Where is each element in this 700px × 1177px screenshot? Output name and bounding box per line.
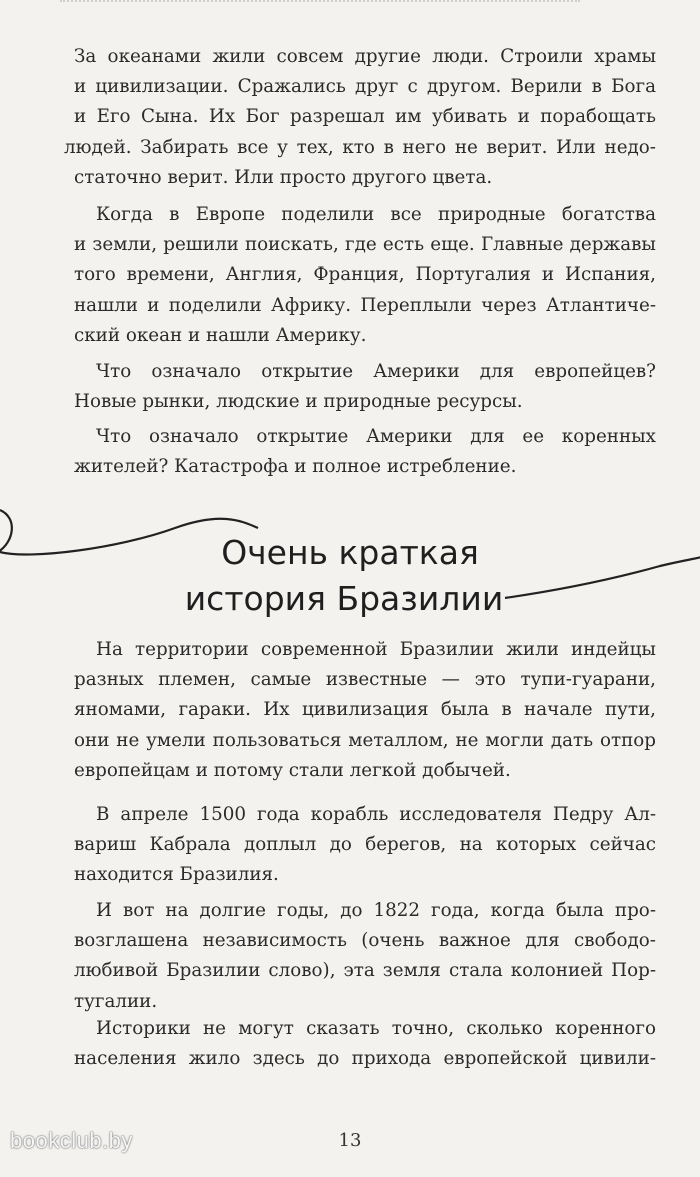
section-title-line-1: Очень краткая: [221, 533, 479, 572]
text-line: яномами, гараки. Их цивилизация была в начале пути,: [74, 699, 656, 721]
text-line: европейцам и потому стали легкой добычей.: [74, 759, 511, 781]
text-line: вариш Кабрала доплыл до берегов, на которых сейчас: [74, 834, 656, 856]
paragraph-4: [74, 422, 656, 482]
paragraph-3: [74, 357, 656, 417]
text-line: ский океан и нашли Америку.: [74, 324, 367, 346]
text-line: жителей? Катастрофа и полное истребление.: [74, 456, 517, 478]
text-line: В апреле 1500 года корабль исследователя Педру Ал-: [96, 804, 656, 825]
text-line: людей. Забирать все у тех, кто в него не верит. Или недо-: [64, 136, 656, 158]
paragraph-1: [64, 42, 656, 193]
text-line: нашли и поделили Африку. Переплыли через Атлантиче-: [74, 294, 656, 316]
text-line: И вот на долгие годы, до 1822 года, когда была про-: [96, 900, 656, 921]
cut-off-top-line: [60, 0, 580, 8]
text-line: и Его Сына. Их Бог разрешал им убивать и порабощать: [74, 106, 656, 128]
paragraph-7: [74, 896, 656, 1017]
watermark-logo: bookclub.by: [10, 1128, 133, 1153]
text-line: возглашена независимость (очень важное для свободо-: [74, 930, 656, 952]
text-line: они не умели пользоваться металлом, не могли дать отпор: [74, 729, 656, 751]
paragraph-2: [74, 200, 656, 351]
text-line: Когда в Европе поделили все природные богатства: [96, 204, 656, 225]
page-number: 13: [338, 1130, 362, 1151]
text-line: Что означало открытие Америки для ее коренных: [96, 426, 656, 447]
text-line: статочно верит. Или просто другого цвета.: [74, 166, 493, 188]
text-line: находится Бразилия.: [74, 864, 279, 886]
text-line: На территории современной Бразилии жили индейцы: [96, 639, 656, 660]
text-line: любивой Бразилии слово), эта земля стала колонией Пор-: [74, 960, 656, 982]
text-line: Что означало открытие Америки для европейцев?: [96, 361, 656, 382]
section-title-line-2: история Бразилии: [184, 579, 504, 618]
paragraph-8: [74, 1014, 656, 1074]
text-line: тугалии.: [74, 990, 158, 1012]
text-line: разных племен, самые известные — это тупи-гуарани,: [74, 669, 656, 691]
text-line: того времени, Англия, Франция, Португалия и Испания,: [74, 264, 656, 286]
text-line: Новые рынки, людские и природные ресурсы.: [74, 391, 523, 413]
text-line: Историки не могут сказать точно, сколько коренного: [96, 1018, 656, 1039]
paragraph-5: [74, 635, 656, 786]
text-line: населения жило здесь до прихода европейской цивили-: [74, 1048, 656, 1070]
text-line: и земли, решили поискать, где есть еще. Главные державы: [74, 234, 656, 256]
paragraph-6: [74, 800, 656, 891]
text-line: За океанами жили совсем другие люди. Строили храмы: [74, 46, 656, 67]
text-line: и цивилизации. Сражались друг с другом. Верили в Бога: [74, 76, 656, 98]
